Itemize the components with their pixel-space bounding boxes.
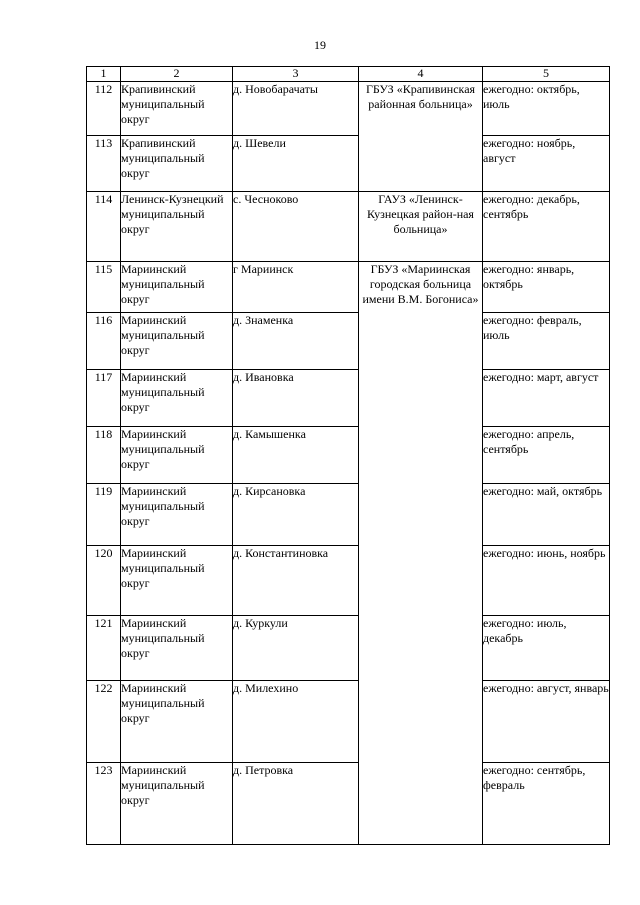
table-row — [87, 192, 610, 262]
table-row — [87, 136, 610, 192]
schedule-cell: ежегодно: июль, декабрь — [483, 616, 610, 681]
district-cell: Мариинский муниципальный округ — [121, 484, 233, 546]
page-number: 19 — [314, 38, 326, 52]
organization-cell: ГБУЗ «Мариинская городская больница имени В.М. Богониса» — [359, 262, 483, 845]
header-col-3: 3 — [233, 67, 359, 82]
district-cell: Мариинский муниципальный округ — [121, 427, 233, 484]
header-col-1: 1 — [87, 67, 121, 82]
row-number: 123 — [87, 763, 121, 845]
table-header-row — [87, 67, 610, 82]
settlement-cell: д. Петровка — [233, 763, 359, 845]
schedule-cell: ежегодно: июнь, ноябрь — [483, 546, 610, 616]
settlement-cell: д. Куркули — [233, 616, 359, 681]
table-row — [87, 546, 610, 616]
settlement-cell: д. Шевели — [233, 136, 359, 192]
settlement-cell: д. Знаменка — [233, 313, 359, 370]
settlement-cell: д. Новобарачаты — [233, 82, 359, 136]
district-cell: Мариинский муниципальный округ — [121, 681, 233, 763]
table-row — [87, 313, 610, 370]
table-row — [87, 427, 610, 484]
row-number: 118 — [87, 427, 121, 484]
table-row — [87, 681, 610, 763]
settlement-cell: д. Константиновка — [233, 546, 359, 616]
district-cell: Мариинский муниципальный округ — [121, 616, 233, 681]
schedule-cell: ежегодно: сентябрь, февраль — [483, 763, 610, 845]
schedule-cell: ежегодно: август, январь — [483, 681, 610, 763]
schedule-cell: ежегодно: февраль, июль — [483, 313, 610, 370]
row-number: 116 — [87, 313, 121, 370]
table-row — [87, 370, 610, 427]
header-col-2: 2 — [121, 67, 233, 82]
schedule-cell: ежегодно: декабрь, сентябрь — [483, 192, 610, 262]
settlement-cell: д. Камышенка — [233, 427, 359, 484]
table-row — [87, 484, 610, 546]
district-cell: Мариинский муниципальный округ — [121, 313, 233, 370]
settlement-cell: д. Кирсановка — [233, 484, 359, 546]
organization-cell: ГАУЗ «Ленинск-Кузнецкая район-ная больница» — [359, 192, 483, 262]
schedule-cell: ежегодно: октябрь, июль — [483, 82, 610, 136]
row-number: 112 — [87, 82, 121, 136]
table-row — [87, 763, 610, 845]
row-number: 113 — [87, 136, 121, 192]
settlement-cell: с. Чесноково — [233, 192, 359, 262]
district-cell: Мариинский муниципальный округ — [121, 262, 233, 313]
table-row — [87, 262, 610, 313]
district-cell: Ленинск-Кузнецкий муниципальный округ — [121, 192, 233, 262]
row-number: 121 — [87, 616, 121, 681]
schedule-cell: ежегодно: ноябрь, август — [483, 136, 610, 192]
district-cell: Мариинский муниципальный округ — [121, 546, 233, 616]
row-number: 120 — [87, 546, 121, 616]
organization-cell: ГБУЗ «Крапивинская районная больница» — [359, 82, 483, 192]
row-number: 119 — [87, 484, 121, 546]
row-number: 115 — [87, 262, 121, 313]
table-row — [87, 82, 610, 136]
district-cell: Мариинский муниципальный округ — [121, 370, 233, 427]
district-cell: Крапивинский муниципальный округ — [121, 82, 233, 136]
schedule-table — [86, 66, 610, 845]
schedule-cell: ежегодно: март, август — [483, 370, 610, 427]
header-col-5: 5 — [483, 67, 610, 82]
settlement-cell: г Мариинск — [233, 262, 359, 313]
settlement-cell: д. Ивановка — [233, 370, 359, 427]
table-row — [87, 616, 610, 681]
schedule-cell: ежегодно: май, октябрь — [483, 484, 610, 546]
row-number: 114 — [87, 192, 121, 262]
header-col-4: 4 — [359, 67, 483, 82]
row-number: 122 — [87, 681, 121, 763]
settlement-cell: д. Милехино — [233, 681, 359, 763]
schedule-cell: ежегодно: январь, октябрь — [483, 262, 610, 313]
row-number: 117 — [87, 370, 121, 427]
district-cell: Мариинский муниципальный округ — [121, 763, 233, 845]
district-cell: Крапивинский муниципальный округ — [121, 136, 233, 192]
schedule-cell: ежегодно: апрель, сентябрь — [483, 427, 610, 484]
